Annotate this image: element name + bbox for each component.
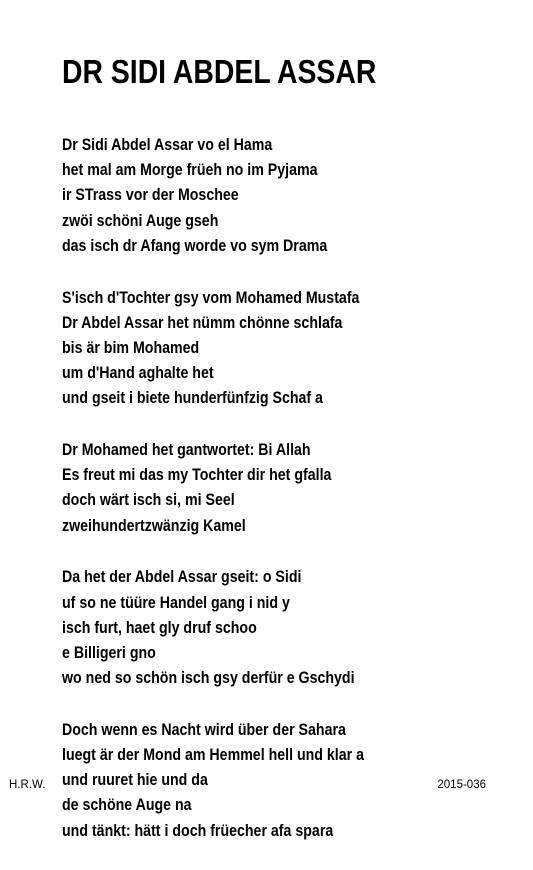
poem-line: Dr Abdel Assar het nümm chönne schlafa [62,313,343,332]
stanza [62,438,509,539]
poem-line: e Billigeri gno [62,643,156,662]
poem-line: wo ned so schön isch gsy derfür e Gschydi [62,669,355,688]
stanza [62,286,509,412]
poem-line: und ruuret hie und da [62,771,208,790]
poem-line: zweihundertzwänzig Kamel [62,516,246,535]
poem-line: Es freut mi das my Tochter dir het gfalla [62,466,332,485]
poem-line: uf so ne tüüre Handel gang i nid y [62,593,290,612]
poem-body [62,133,509,870]
poem-line: isch furt, haet gly druf schoo [62,618,257,637]
poem-line: de schöne Auge na [62,796,192,815]
poem-line: und tänkt: hätt i doch früecher afa spara [62,821,334,840]
poem-line: doch wärt isch si, mi Seel [62,491,235,510]
poem-line: um d'Hand aghalte het [62,364,214,383]
poem-line: Dr Sidi Abdel Assar vo el Hama [62,136,273,154]
poem-line: Da het der Abdel Assar gseit: o Sidi [62,568,302,587]
poem-line: zwöi schöni Auge gseh [62,211,219,230]
stanza [62,133,509,259]
poem-line: ir STrass vor der Moschee [62,186,239,205]
stanza [62,565,509,691]
poem-title: DR SIDI ABDEL ASSAR [62,53,377,90]
poem-line: bis är bim Mohamed [62,338,200,357]
poem-line: het mal am Morge früeh no im Pyjama [62,161,318,180]
poem-line: Dr Mohamed het gantwortet: Bi Allah [62,441,311,460]
poem-line: Doch wenn es Nacht wird über der Sahara [62,720,346,739]
poem-line: luegt är der Mond am Hemmel hell und klar a [62,746,365,765]
poem-line: und gseit i biete hunderfünfzig Schaf a [62,389,323,408]
author-initials: H.R.W. [9,779,46,791]
document-code: 2015-036 [437,779,486,791]
poem-line: das isch dr Afang worde vo sym Drama [62,236,328,255]
poem-line: S'isch d'Tochter gsy vom Mohamed Mustafa [62,288,360,307]
